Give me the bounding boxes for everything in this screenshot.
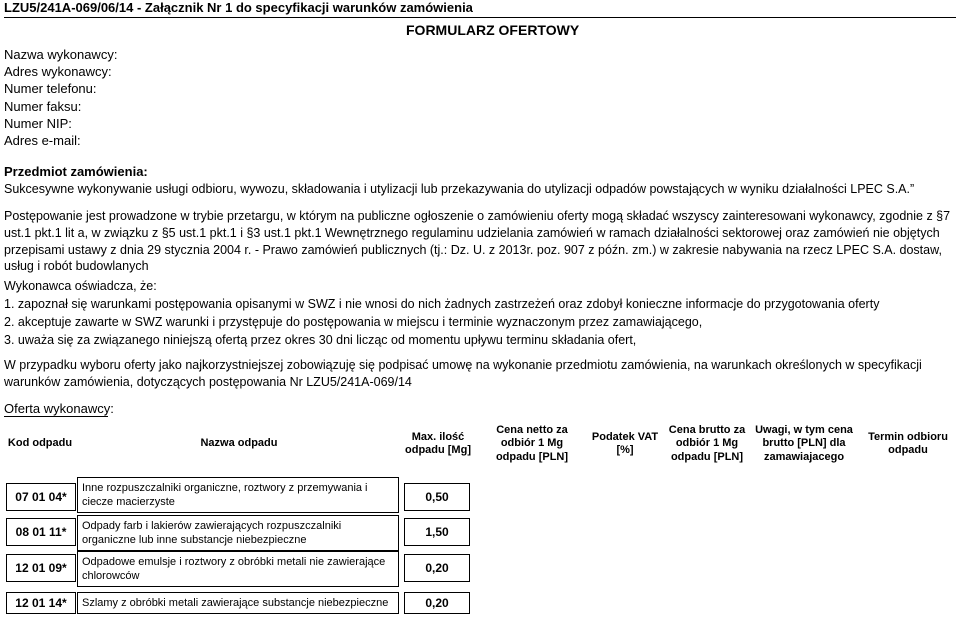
waste-quantity: 0,20 <box>404 554 470 582</box>
header-gross-price: Cena brutto za odbiór 1 Mg odpadu [PLN] <box>668 423 746 463</box>
header-divider <box>4 17 956 18</box>
waste-quantity: 0,50 <box>404 483 470 511</box>
table-row <box>4 551 956 587</box>
header-max-quantity: Max. ilość odpadu [Mg] <box>405 430 471 456</box>
declaration-item: 3. uważa się za związanego niniejszą ofertą przez okres 30 dni licząc od momentu upływu terminu składania ofert, <box>4 332 637 347</box>
contractor-nip-label: Numer NIP: <box>4 115 72 131</box>
subject-text: Sukcesywne wykonywanie usługi odbioru, wywozu, składowania i utylizacji lub przekazywania do utylizacji odpadów powstających w wyniku działalności LPEC S.A.” <box>4 182 915 196</box>
contractor-address-label: Adres wykonawcy: <box>4 64 112 80</box>
table-row <box>4 592 956 614</box>
header-vat: Podatek VAT [%] <box>591 430 659 456</box>
waste-code: 08 01 11* <box>6 518 76 546</box>
header-waste-code: Kod odpadu <box>7 437 73 450</box>
contractor-name-label: Nazwa wykonawcy: <box>4 47 118 62</box>
waste-code: 07 01 04* <box>6 483 76 511</box>
waste-name: Szlamy z obróbki metali zawierające substancje niebezpieczne <box>77 592 399 614</box>
table-row <box>4 515 956 551</box>
table-header-row <box>4 420 956 468</box>
waste-name: Inne rozpuszczalniki organiczne, roztwory z przemywania i ciecze macierzyste <box>77 477 399 513</box>
declaration-list <box>4 296 959 349</box>
procedure-text: Postępowanie jest prowadzone w trybie przetargu, w którym na publiczne ogłoszenie o zamówieniu oferty mogą składać wszyscy zainteresowani wykonawcy, zgodnie z §7 ust.1 pkt.1 lit a, w związku z §5 ust.1 pkt.1 i §3 ust.1 pkt.1 Wewnętrznego regulaminu udzielania zamówień w ramach działalności sektorowej oraz zamówień nie objętych przepisami ustawy z dnia 29 stycznia 2004 r. - Prawo zamówień publicznych (tj.: Dz. U. z 2013r. poz. 907 z późn. zm.) w zakresie nabywania na rzecz LPEC S.A. dostaw, usług i robót budowlanych <box>4 209 951 274</box>
waste-quantity: 1,50 <box>404 518 470 546</box>
contractor-fax-label: Numer faksu: <box>4 98 82 114</box>
declaration-title: Wykonawca oświadcza, że: <box>4 279 157 293</box>
header-collection-date: Termin odbioru odpadu <box>868 430 948 456</box>
offer-label-underline <box>4 416 108 417</box>
header-waste-name: Nazwa odpadu <box>200 437 278 450</box>
waste-quantity: 0,20 <box>404 592 470 614</box>
final-statement: W przypadku wyboru oferty jako najkorzystniejszej zobowiązuję się podpisać umowę na wykonanie przedmiotu zamówienia, na warunkach określonych w specyfikacji warunków zamówienia, dotyczących postępowania Nr LZU5/241A-069/14 <box>4 358 922 389</box>
waste-name: Odpady farb i lakierów zawierających rozpuszczalniki organiczne lub inne substancje niebezpieczne <box>77 515 399 551</box>
header-remarks: Uwagi, w tym cena brutto [PLN] dla zamawiajacego <box>755 423 853 463</box>
waste-name: Odpadowe emulsje i roztwory z obróbki metali nie zawierające chlorowców <box>77 551 399 587</box>
declaration-item: 1. zapoznał się warunkami postępowania opisanymi w SWZ i nie wnosi do nich żadnych zastrzeżeń oraz zdobył konieczne informacje do przygotowania oferty <box>4 297 880 311</box>
header-net-price: Cena netto za odbiór 1 Mg odpadu [PLN] <box>495 423 569 463</box>
waste-code: 12 01 09* <box>6 554 76 582</box>
waste-code: 12 01 14* <box>6 592 76 614</box>
declaration-item: 2. akceptuje zawarte w SWZ warunki i przystępuje do postępowania w miejscu i terminie wyznaczonym przez zamawiającego, <box>4 314 703 329</box>
offer-label: Oferta wykonawcy: <box>4 401 114 416</box>
form-title: FORMULARZ OFERTOWY <box>406 22 580 38</box>
contractor-info <box>4 46 117 149</box>
contractor-phone-label: Numer telefonu: <box>4 81 97 97</box>
contractor-email-label: Adres e-mail: <box>4 133 81 149</box>
table-row <box>4 477 956 513</box>
subject-title: Przedmiot zamówienia: <box>4 164 148 179</box>
document-reference: LZU5/241A-069/06/14 - Załącznik Nr 1 do specyfikacji warunków zamówienia <box>4 0 473 15</box>
